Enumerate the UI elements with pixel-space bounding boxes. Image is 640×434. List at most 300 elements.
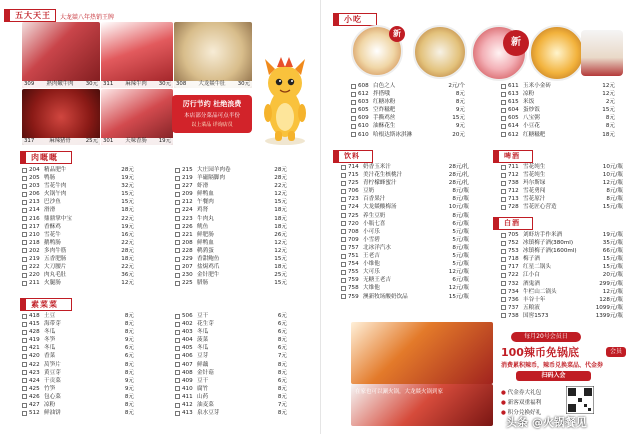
item-name: 江小白 [523, 272, 540, 279]
menu-row[interactable] [22, 182, 152, 190]
menu-row[interactable] [351, 122, 481, 130]
menu-row[interactable] [341, 293, 491, 301]
checkbox-icon[interactable] [351, 108, 356, 113]
menu-row[interactable] [175, 174, 305, 182]
checkbox-icon[interactable] [22, 240, 27, 245]
item-price: 8元 [277, 385, 287, 392]
checkbox-icon[interactable] [351, 124, 356, 129]
checkbox-icon[interactable] [175, 208, 180, 213]
item-price: 12元 [121, 280, 134, 287]
menu-row[interactable] [501, 304, 636, 312]
item-number: 404 [182, 337, 193, 344]
item-name: 酒鬼酒 [523, 280, 540, 287]
menu-row[interactable] [501, 312, 636, 320]
checkbox-icon[interactable] [22, 346, 27, 351]
checkbox-icon[interactable] [22, 248, 27, 253]
item-price: 9元 [455, 107, 465, 114]
item-price: 15元 [121, 191, 134, 198]
item-number: 755 [348, 269, 359, 276]
checkbox-icon[interactable] [175, 240, 180, 245]
item-number: 222 [29, 264, 40, 271]
checkbox-icon[interactable] [175, 403, 180, 408]
checkbox-icon[interactable] [175, 257, 180, 262]
item-number: 211 [29, 280, 40, 287]
item-price: 18元 [274, 215, 287, 222]
checkbox-icon[interactable] [501, 265, 506, 270]
menu-row[interactable] [22, 385, 152, 393]
item-price: 8元 [124, 393, 134, 400]
menu-row[interactable] [341, 244, 491, 252]
menu-row[interactable] [22, 279, 152, 287]
ad-label: 在家也可以涮火锅，大龙燚火锅到家 [355, 389, 444, 395]
checkbox-icon[interactable] [175, 378, 180, 383]
item-price: 19元 [121, 175, 134, 182]
menu-row[interactable] [341, 284, 491, 292]
checkbox-icon[interactable] [22, 224, 27, 229]
checkbox-icon[interactable] [22, 314, 27, 319]
menu-row[interactable] [22, 174, 152, 182]
menu-row[interactable] [175, 393, 305, 401]
checkbox-icon[interactable] [501, 165, 506, 170]
menu-row[interactable] [501, 195, 636, 203]
menu-row[interactable] [175, 206, 305, 214]
item-name: 雪花原汁 [523, 196, 546, 203]
checkbox-icon[interactable] [22, 208, 27, 213]
scan-item-3: ● 积分兑换好礼 [501, 410, 542, 416]
menu-row[interactable] [22, 344, 152, 352]
qr-code-icon[interactable] [566, 386, 594, 414]
menu-row[interactable] [175, 344, 305, 352]
checkbox-icon[interactable] [22, 232, 27, 237]
menu-row[interactable] [501, 271, 636, 279]
menu-row[interactable] [175, 190, 305, 198]
item-name: 金针菇 [197, 369, 214, 376]
checkbox-icon[interactable] [175, 370, 180, 375]
menu-row[interactable] [351, 98, 481, 106]
checkbox-icon[interactable] [22, 216, 27, 221]
checkbox-icon[interactable] [175, 394, 180, 399]
item-price: 28元/扎 [448, 172, 469, 179]
menu-row[interactable] [175, 401, 305, 409]
checkbox-icon[interactable] [175, 192, 180, 197]
item-name: 莴笋片 [44, 361, 61, 368]
checkbox-icon[interactable] [175, 176, 180, 181]
menu-row[interactable] [501, 114, 631, 122]
menu-row[interactable] [22, 255, 152, 263]
checkbox-icon[interactable] [341, 262, 346, 267]
item-number: 758 [348, 285, 359, 292]
menu-row[interactable] [501, 122, 631, 130]
checkbox-icon[interactable] [175, 168, 180, 173]
menu-row[interactable] [501, 163, 636, 171]
menu-row[interactable] [341, 179, 491, 187]
item-name: 小雪碧 [363, 236, 380, 243]
menu-row[interactable] [341, 212, 491, 220]
menu-row[interactable] [341, 220, 491, 228]
menu-row[interactable] [22, 271, 152, 279]
checkbox-icon[interactable] [175, 411, 180, 416]
item-price: 18元 [121, 256, 134, 263]
checkbox-icon[interactable] [341, 286, 346, 291]
checkbox-icon[interactable] [175, 314, 180, 319]
checkbox-icon[interactable] [22, 168, 27, 173]
menu-row[interactable] [501, 255, 636, 263]
menu-row[interactable] [175, 247, 305, 255]
menu-row[interactable] [351, 114, 481, 122]
item-name: 养生豆奶 [363, 212, 386, 219]
checkbox-icon[interactable] [341, 270, 346, 275]
checkbox-icon[interactable] [501, 197, 506, 202]
checkbox-icon[interactable] [22, 184, 27, 189]
checkbox-icon[interactable] [341, 229, 346, 234]
menu-row[interactable] [22, 198, 152, 206]
item-name: 豆干 [197, 377, 209, 384]
item-number: 608 [358, 83, 369, 89]
menu-row[interactable] [501, 231, 636, 239]
checkbox-icon[interactable] [501, 281, 506, 286]
checkbox-icon[interactable] [501, 92, 506, 97]
menu-row[interactable] [22, 361, 152, 369]
menu-row[interactable] [22, 320, 152, 328]
checkbox-icon[interactable] [501, 132, 506, 137]
item-price: 36元 [121, 272, 134, 279]
item-price: 18元 [274, 207, 287, 214]
checkbox-icon[interactable] [175, 200, 180, 205]
item-number: 711 [508, 164, 519, 170]
menu-row[interactable] [175, 279, 305, 287]
checkbox-icon[interactable] [341, 181, 346, 186]
item-number: 409 [182, 377, 193, 384]
menu-row[interactable] [501, 187, 636, 195]
menu-row[interactable] [341, 195, 491, 203]
checkbox-icon[interactable] [341, 245, 346, 250]
menu-row[interactable] [501, 98, 631, 106]
item-number: 705 [508, 232, 519, 238]
checkbox-icon[interactable] [175, 216, 180, 221]
menu-row[interactable] [175, 352, 305, 360]
menu-row[interactable] [501, 263, 636, 271]
menu-row[interactable] [341, 163, 491, 171]
checkbox-icon[interactable] [341, 254, 346, 259]
item-name: 北冰洋汽水 [363, 244, 391, 251]
checkbox-icon[interactable] [501, 249, 506, 254]
item-name: 米饭 [523, 99, 535, 106]
item-number: 512 [29, 410, 40, 417]
checkbox-icon[interactable] [22, 281, 27, 286]
menu-row[interactable] [22, 393, 152, 401]
checkbox-icon[interactable] [22, 354, 27, 359]
checkbox-icon[interactable] [341, 237, 346, 242]
checkbox-icon[interactable] [22, 411, 27, 416]
menu-row[interactable] [175, 263, 305, 271]
item-name: 冬瓜 [44, 329, 56, 336]
menu-row[interactable] [501, 280, 636, 288]
item-price: 299元/瓶 [599, 280, 623, 287]
checkbox-icon[interactable] [501, 100, 506, 105]
item-price: 6元 [124, 353, 134, 360]
checkbox-icon[interactable] [22, 386, 27, 391]
menu-row[interactable] [175, 369, 305, 377]
menu-row[interactable] [22, 352, 152, 360]
checkbox-icon[interactable] [22, 338, 27, 343]
checkbox-icon[interactable] [341, 189, 346, 194]
checkbox-icon[interactable] [175, 265, 180, 270]
item-number: 715 [348, 172, 359, 179]
checkbox-icon[interactable] [175, 248, 180, 253]
checkbox-icon[interactable] [341, 278, 346, 283]
item-price: 8元 [277, 337, 287, 344]
menu-row[interactable] [22, 231, 152, 239]
menu-row[interactable] [351, 90, 481, 98]
menu-row[interactable] [501, 239, 636, 247]
checkbox-icon[interactable] [341, 221, 346, 226]
item-price: 28元 [121, 167, 134, 173]
item-name: 羊磁隔脚肉 [197, 175, 225, 182]
item-name: 凉粉 [44, 402, 56, 409]
checkbox-icon[interactable] [175, 281, 180, 286]
item-name: 油酥花生 [373, 123, 396, 130]
menu-row[interactable] [341, 252, 491, 260]
item-price: 10元/瓶 [448, 204, 469, 211]
menu-row[interactable] [22, 263, 152, 271]
checkbox-icon[interactable] [175, 322, 180, 327]
checkbox-icon[interactable] [22, 265, 27, 270]
menu-row[interactable] [175, 166, 305, 174]
checkbox-icon[interactable] [501, 241, 506, 246]
menu-row[interactable] [341, 228, 491, 236]
menu-row[interactable] [22, 190, 152, 198]
menu-row[interactable] [351, 82, 481, 90]
checkbox-icon[interactable] [501, 305, 506, 310]
menu-row[interactable] [501, 82, 631, 90]
item-price: 12元/瓶 [602, 180, 623, 187]
checkbox-icon[interactable] [341, 197, 346, 202]
menu-row[interactable] [175, 198, 305, 206]
menu-row[interactable] [22, 377, 152, 385]
checkbox-icon[interactable] [351, 116, 356, 121]
checkbox-icon[interactable] [175, 354, 180, 359]
menu-row[interactable] [175, 320, 305, 328]
checkbox-icon[interactable] [22, 257, 27, 262]
menu-row[interactable] [501, 288, 636, 296]
menu-row[interactable] [175, 336, 305, 344]
checkbox-icon[interactable] [501, 297, 506, 302]
checkbox-icon[interactable] [501, 289, 506, 294]
menu-row[interactable] [175, 271, 305, 279]
checkbox-icon[interactable] [175, 330, 180, 335]
item-name: 鼎鼎掌中宝 [44, 215, 72, 222]
item-number: 605 [508, 115, 519, 122]
item-price: 6元/瓶 [452, 277, 469, 284]
menu-row[interactable] [22, 239, 152, 247]
checkbox-icon[interactable] [22, 330, 27, 335]
menu-row[interactable] [501, 296, 636, 304]
item-name: 腐竹 [197, 385, 209, 392]
menu-row[interactable] [175, 312, 305, 320]
menu-row[interactable] [501, 90, 631, 98]
menu-row[interactable] [175, 385, 305, 393]
item-number: 213 [29, 199, 40, 206]
menu-row[interactable] [501, 179, 636, 187]
item-number: 225 [182, 280, 193, 287]
item-name: 海带芽 [44, 321, 61, 328]
item-price: 6元 [277, 345, 287, 352]
menu-row[interactable] [341, 236, 491, 244]
checkbox-icon[interactable] [175, 346, 180, 351]
section-title-liquor: 白酒 [493, 217, 533, 230]
checkbox-icon[interactable] [22, 200, 27, 205]
checkbox-icon[interactable] [22, 370, 27, 375]
item-price: 9元 [455, 123, 465, 130]
item-name: 冬瓜 [197, 345, 209, 352]
menu-row[interactable] [351, 106, 481, 114]
item-number: 406 [182, 353, 193, 360]
menu-row[interactable] [175, 409, 305, 417]
menu-row[interactable] [341, 171, 491, 179]
checkbox-icon[interactable] [501, 233, 506, 238]
snack-photo-2 [413, 25, 467, 79]
item-price: 12元 [274, 239, 287, 246]
checkbox-icon[interactable] [501, 116, 506, 121]
checkbox-icon[interactable] [22, 176, 27, 181]
item-name: 巴沙鱼 [44, 199, 61, 206]
menu-row[interactable] [175, 215, 305, 223]
item-number: 725 [348, 212, 359, 219]
item-price: 1399元/瓶 [595, 312, 623, 319]
item-name: 虾滑 [197, 183, 209, 190]
menu-row[interactable] [175, 231, 305, 239]
checkbox-icon[interactable] [341, 213, 346, 218]
menu-row[interactable] [341, 260, 491, 268]
item-number: 221 [182, 231, 193, 238]
checkbox-icon[interactable] [22, 192, 27, 197]
menu-right-page [320, 0, 640, 434]
checkbox-icon[interactable] [175, 232, 180, 237]
menu-row[interactable] [501, 171, 636, 179]
menu-row[interactable] [22, 206, 152, 214]
checkbox-icon[interactable] [175, 386, 180, 391]
menu-row[interactable] [22, 166, 152, 174]
checkbox-icon[interactable] [341, 165, 346, 170]
promo-line-2: 本店部分菜品可点半份 [184, 113, 240, 119]
menu-row[interactable] [22, 401, 152, 409]
scan-join-button[interactable]: 扫码入会 [516, 371, 591, 381]
menu-row[interactable] [175, 255, 305, 263]
checkbox-icon[interactable] [175, 362, 180, 367]
item-price: 20元 [452, 131, 465, 138]
checkbox-icon[interactable] [501, 257, 506, 262]
item-number: 728 [508, 204, 519, 211]
menu-row[interactable] [175, 361, 305, 369]
item-name: 鱿鱼 [197, 223, 209, 230]
checkbox-icon[interactable] [175, 338, 180, 343]
item-price: 8元 [605, 115, 615, 122]
menu-row[interactable] [341, 187, 491, 195]
item-number: 610 [358, 123, 369, 130]
menu-row[interactable] [22, 328, 152, 336]
member-badge: 会员 [606, 347, 626, 357]
item-name: 鲜肥肠 [197, 231, 214, 238]
item-price: 5元/瓶 [452, 253, 469, 260]
item-number: 422 [29, 361, 40, 368]
checkbox-icon[interactable] [351, 84, 356, 89]
checkbox-icon[interactable] [501, 173, 506, 178]
checkbox-icon[interactable] [22, 394, 27, 399]
checkbox-icon[interactable] [22, 273, 27, 278]
checkbox-icon[interactable] [501, 181, 506, 186]
checkbox-icon[interactable] [501, 273, 506, 278]
item-price: 15元 [274, 256, 287, 263]
menu-row[interactable] [175, 182, 305, 190]
checkbox-icon[interactable] [341, 173, 346, 178]
menu-row[interactable] [341, 203, 491, 211]
checkbox-icon[interactable] [175, 273, 180, 278]
checkbox-icon[interactable] [22, 378, 27, 383]
menu-row[interactable] [501, 131, 631, 139]
checkbox-icon[interactable] [22, 362, 27, 367]
menu-row[interactable] [501, 203, 636, 211]
menu-row[interactable] [175, 239, 305, 247]
snack-photo-5 [529, 25, 585, 81]
checkbox-icon[interactable] [175, 184, 180, 189]
checkbox-icon[interactable] [341, 294, 346, 299]
checkbox-icon[interactable] [22, 403, 27, 408]
item-number: 219 [182, 175, 193, 182]
menu-row[interactable] [175, 223, 305, 231]
checkbox-icon[interactable] [351, 100, 356, 105]
meat-list-col-1 [22, 166, 152, 287]
menu-row[interactable] [501, 106, 631, 114]
item-price: 28元/扎 [448, 164, 469, 170]
checkbox-icon[interactable] [501, 84, 506, 89]
menu-row[interactable] [341, 276, 491, 284]
item-name: 玉米小金砖 [523, 83, 551, 89]
checkbox-icon[interactable] [501, 108, 506, 113]
dot-icon: ● [501, 410, 506, 416]
checkbox-icon[interactable] [351, 132, 356, 137]
checkbox-icon[interactable] [341, 205, 346, 210]
menu-row[interactable] [501, 247, 636, 255]
checkbox-icon[interactable] [501, 313, 506, 318]
star-photo-4 [22, 89, 100, 145]
menu-row[interactable] [22, 247, 152, 255]
menu-row[interactable] [22, 369, 152, 377]
menu-row[interactable] [22, 215, 152, 223]
item-name: 腊肠 [197, 280, 209, 287]
menu-row[interactable] [175, 328, 305, 336]
menu-row[interactable] [22, 223, 152, 231]
checkbox-icon[interactable] [22, 322, 27, 327]
menu-row[interactable] [22, 336, 152, 344]
menu-row[interactable] [175, 377, 305, 385]
item-number: 751 [348, 253, 359, 260]
checkbox-icon[interactable] [175, 224, 180, 229]
item-number: 718 [508, 256, 519, 263]
menu-row[interactable] [22, 312, 152, 320]
item-number: 413 [182, 410, 193, 417]
item-name: 精品肥牛 [44, 167, 67, 173]
checkbox-icon[interactable] [351, 92, 356, 97]
item-number: 712 [508, 172, 519, 179]
checkbox-icon[interactable] [501, 124, 506, 129]
menu-row[interactable] [22, 409, 152, 417]
checkbox-icon[interactable] [501, 189, 506, 194]
menu-row[interactable] [341, 268, 491, 276]
item-number: 709 [348, 236, 359, 243]
menu-row[interactable] [351, 131, 481, 139]
item-number: 220 [29, 272, 40, 279]
checkbox-icon[interactable] [501, 205, 506, 210]
